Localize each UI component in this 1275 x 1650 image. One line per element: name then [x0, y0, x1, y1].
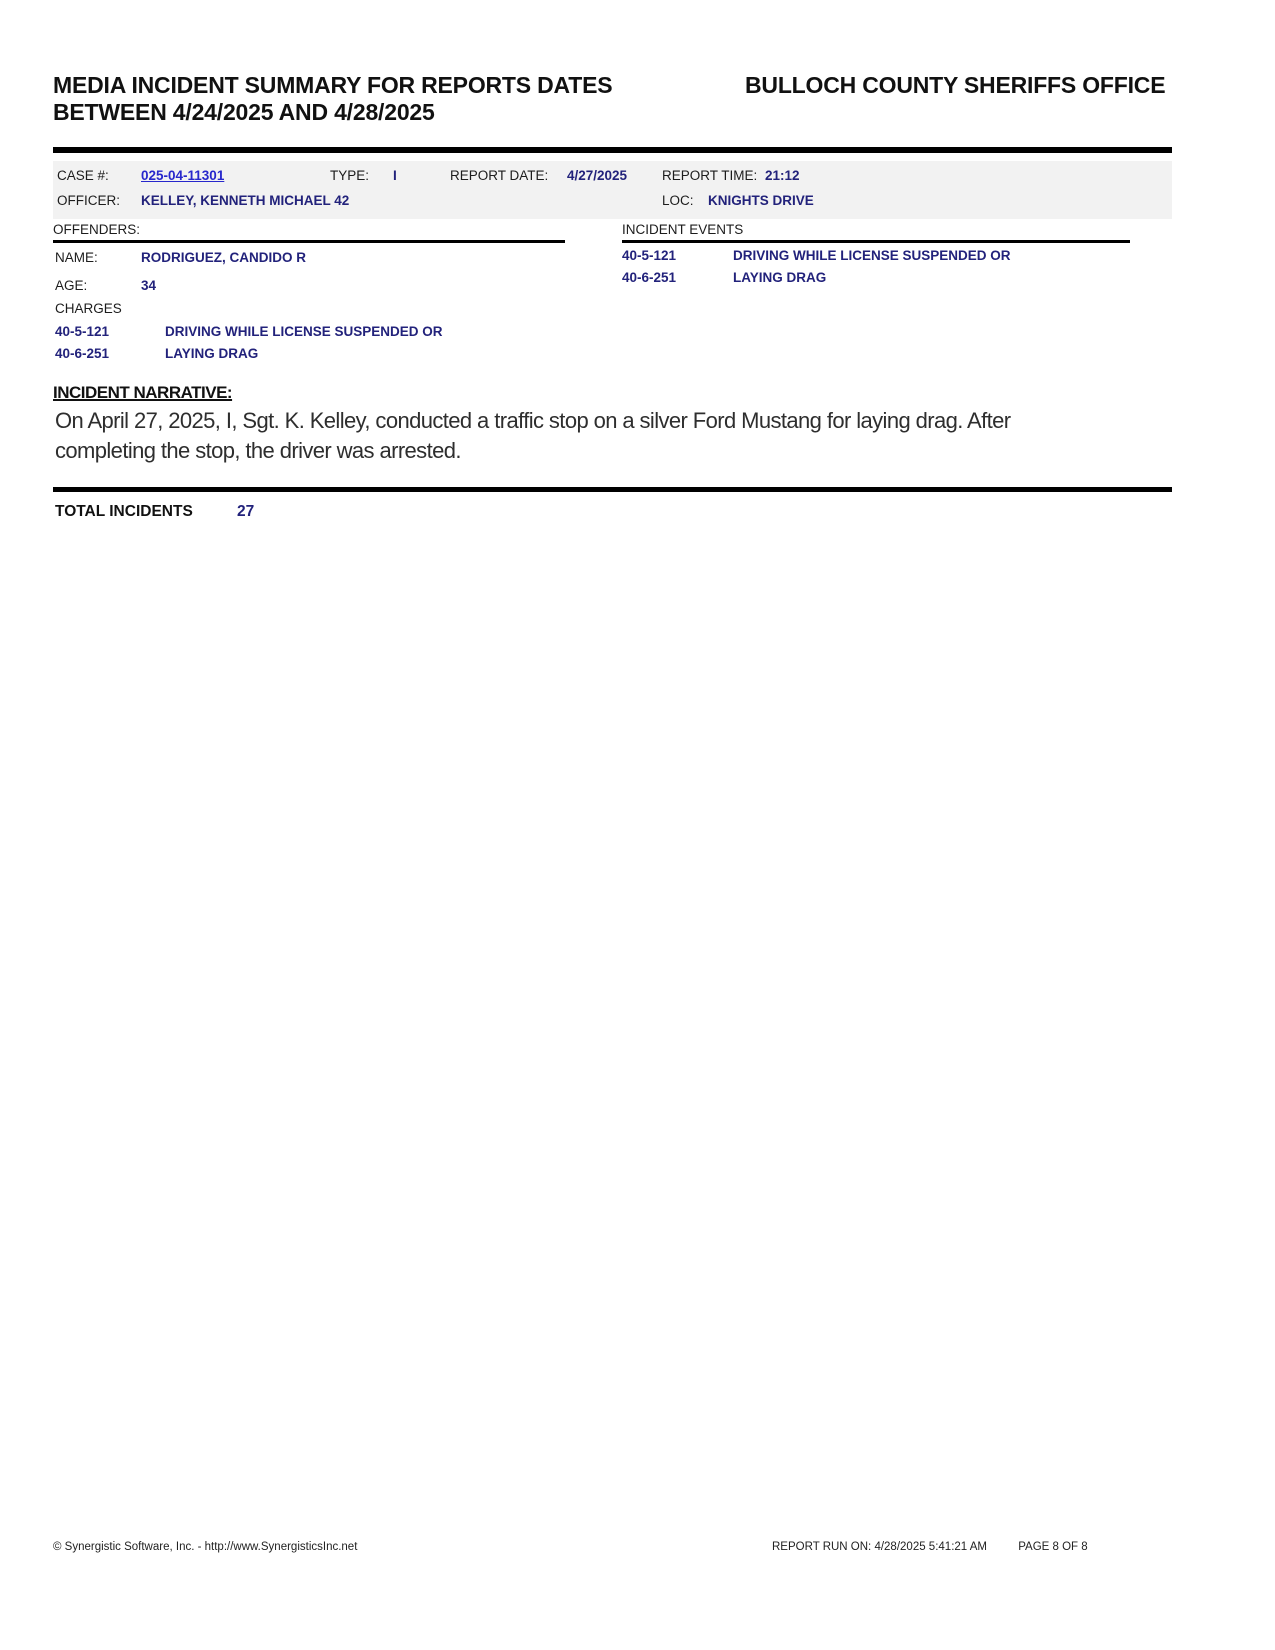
officer-value: KELLEY, KENNETH MICHAEL 42: [141, 193, 350, 208]
offender-age: 34: [141, 278, 157, 293]
event-description: LAYING DRAG: [733, 270, 827, 285]
case-summary-band: [53, 161, 1172, 219]
page-number: PAGE 8 OF 8: [1018, 1541, 1088, 1553]
type-value: I: [393, 168, 397, 183]
report-date-value: 4/27/2025: [567, 168, 628, 183]
incident-narrative-label: INCIDENT NARRATIVE:: [53, 383, 233, 402]
charge-description: LAYING DRAG: [165, 346, 259, 361]
charge-code: 40-5-121: [55, 324, 110, 339]
total-divider: [53, 487, 1172, 492]
agency-name: BULLOCH COUNTY SHERIFFS OFFICE: [745, 72, 1166, 98]
name-label: NAME:: [55, 250, 98, 265]
offenders-section-header: OFFENDERS:: [53, 222, 565, 243]
report-time-value: 21:12: [765, 168, 800, 183]
event-code: 40-5-121: [622, 248, 677, 263]
event-code: 40-6-251: [622, 270, 677, 285]
total-incidents-value: 27: [237, 503, 255, 520]
charge-description: DRIVING WHILE LICENSE SUSPENDED OR: [165, 324, 443, 339]
report-time-label: REPORT TIME:: [662, 168, 758, 183]
case-number-label: CASE #:: [57, 168, 109, 183]
age-label: AGE:: [55, 278, 88, 293]
officer-label: OFFICER:: [57, 193, 120, 208]
offender-name: RODRIGUEZ, CANDIDO R: [141, 250, 306, 265]
loc-label: LOC:: [662, 193, 694, 208]
charges-label: CHARGES: [55, 301, 122, 316]
report-title-line2: BETWEEN 4/24/2025 AND 4/28/2025: [53, 99, 435, 125]
header-divider: [53, 147, 1172, 153]
charge-code: 40-6-251: [55, 346, 110, 361]
report-title: [53, 72, 693, 126]
case-number-link[interactable]: 025-04-11301: [141, 168, 225, 183]
type-label: TYPE:: [330, 168, 370, 183]
incident-narrative-text: On April 27, 2025, I, Sgt. K. Kelley, conducted a traffic stop on a silver Ford Mustang for laying drag. After completing the stop, the driver was arrested.: [55, 408, 1011, 463]
footer-copyright: © Synergistic Software, Inc. - http://www.SynergisticsInc.net: [53, 1541, 358, 1553]
report-run-timestamp: REPORT RUN ON: 4/28/2025 5:41:21 AM: [772, 1541, 987, 1553]
footer-report-info: [772, 1541, 1088, 1553]
loc-value: KNIGHTS DRIVE: [708, 193, 814, 208]
report-title-line1: MEDIA INCIDENT SUMMARY FOR REPORTS DATES: [53, 72, 613, 98]
event-description: DRIVING WHILE LICENSE SUSPENDED OR: [733, 248, 1011, 263]
incident-events-section-header: INCIDENT EVENTS: [622, 222, 1130, 243]
total-incidents-label: TOTAL INCIDENTS: [55, 503, 193, 520]
report-date-label: REPORT DATE:: [450, 168, 549, 183]
